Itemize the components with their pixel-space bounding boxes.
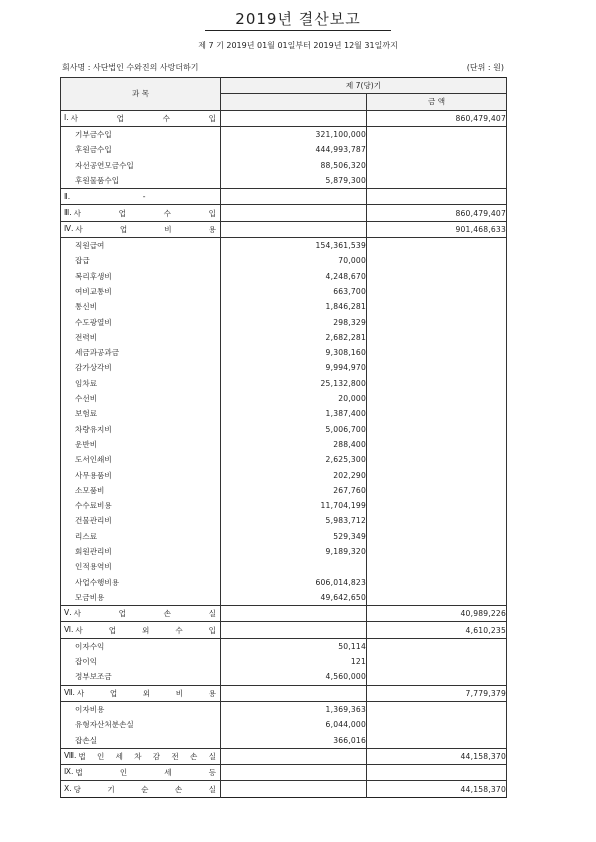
account-name: 리 스 료 — [75, 531, 98, 541]
account-subject — [61, 544, 221, 559]
table-row — [61, 622, 507, 638]
table-row — [61, 575, 507, 590]
table-row — [61, 299, 507, 314]
table-row — [61, 559, 507, 574]
account-subject — [61, 467, 221, 482]
sub-amount — [221, 781, 367, 797]
account-subject — [61, 142, 221, 157]
account-name: 인 적 용 역 비 — [75, 562, 112, 572]
total-amount — [367, 330, 507, 345]
account-subject — [61, 110, 221, 126]
account-subject — [61, 606, 221, 622]
sub-amount: 2,625,300 — [221, 452, 367, 467]
total-amount — [367, 559, 507, 574]
account-subject — [61, 559, 221, 574]
table-row — [61, 717, 507, 732]
account-name: 보 험 료 — [75, 409, 98, 419]
table-row — [61, 732, 507, 748]
sub-amount — [221, 110, 367, 126]
table-row — [61, 269, 507, 284]
account-name: 법 인 세 차 감 전 손 실 — [78, 751, 216, 761]
section-number: Ⅷ. — [64, 750, 77, 760]
table-row — [61, 314, 507, 329]
account-subject — [61, 221, 221, 237]
total-amount — [367, 422, 507, 437]
total-amount — [367, 173, 507, 189]
account-subject — [61, 173, 221, 189]
sub-amount: 25,132,800 — [221, 376, 367, 391]
table-row — [61, 391, 507, 406]
table-row — [61, 529, 507, 544]
sub-amount: 5,879,300 — [221, 173, 367, 189]
account-name: 사 업 외 비 용 — [76, 688, 216, 698]
account-name: - — [142, 192, 146, 202]
total-amount — [367, 142, 507, 157]
sub-amount — [221, 748, 367, 764]
table-row — [61, 422, 507, 437]
account-subject — [61, 590, 221, 606]
account-name: 기 부 금 수 입 — [75, 130, 112, 140]
table-row — [61, 330, 507, 345]
account-name: 건 물 관 리 비 — [75, 516, 112, 526]
total-amount: 860,479,407 — [367, 205, 507, 221]
table-row — [61, 157, 507, 172]
sub-amount — [221, 606, 367, 622]
account-name: 감 가 상 각 비 — [75, 363, 112, 373]
account-name: 세 금 과 공 과 금 — [75, 348, 120, 358]
account-name: 사 업 수 입 — [70, 113, 216, 123]
account-name: 잡 급 — [75, 256, 90, 266]
total-amount — [367, 544, 507, 559]
account-name: 수 수 료 비 용 — [75, 501, 112, 511]
table-row — [61, 654, 507, 669]
account-name: 사 업 수 입 — [73, 208, 216, 218]
account-name: 사 업 수 행 비 용 — [75, 577, 120, 587]
section-number: Ⅵ. — [64, 624, 74, 634]
total-amount — [367, 654, 507, 669]
table-row — [61, 221, 507, 237]
section-number: Ⅴ. — [64, 608, 72, 618]
total-amount — [367, 406, 507, 421]
sub-amount: 202,290 — [221, 467, 367, 482]
account-subject — [61, 299, 221, 314]
table-row — [61, 237, 507, 253]
sub-amount: 9,189,320 — [221, 544, 367, 559]
sub-amount: 2,682,281 — [221, 330, 367, 345]
fiscal-period: 제 7 기 2019년 01월 01일부터 2019년 12월 31일까지 — [198, 41, 398, 50]
sub-amount: 1,387,400 — [221, 406, 367, 421]
account-subject — [61, 284, 221, 299]
account-name: 사 업 손 실 — [73, 609, 216, 619]
total-amount — [367, 575, 507, 590]
sub-amount: 663,700 — [221, 284, 367, 299]
section-number: Ⅳ. — [64, 223, 74, 233]
account-subject — [61, 452, 221, 467]
total-amount — [367, 284, 507, 299]
total-amount — [367, 467, 507, 482]
sub-amount: 49,642,650 — [221, 590, 367, 606]
account-subject — [61, 422, 221, 437]
account-name: 후 원 금 수 입 — [75, 145, 112, 155]
sub-amount: 9,308,160 — [221, 345, 367, 360]
account-subject — [61, 376, 221, 391]
sub-amount: 88,506,320 — [221, 157, 367, 172]
account-subject — [61, 701, 221, 717]
account-name: 전 력 비 — [75, 332, 98, 342]
account-name: 자 선 공 연 모 금 수 입 — [75, 160, 134, 170]
section-number: Ⅶ. — [64, 687, 75, 697]
table-row — [61, 638, 507, 654]
account-subject — [61, 189, 221, 205]
account-subject — [61, 345, 221, 360]
sub-amount: 4,560,000 — [221, 669, 367, 685]
table-row — [61, 452, 507, 467]
account-subject — [61, 330, 221, 345]
section-number: Ⅹ. — [64, 783, 72, 793]
account-name: 법 인 세 등 — [75, 768, 216, 778]
total-amount — [367, 376, 507, 391]
account-name: 통 신 비 — [75, 302, 98, 312]
sub-amount: 154,361,539 — [221, 237, 367, 253]
header-subject: 과 목 — [61, 78, 221, 111]
section-number: Ⅱ. — [64, 192, 71, 202]
table-row — [61, 781, 507, 797]
account-subject — [61, 391, 221, 406]
table-row — [61, 544, 507, 559]
total-amount — [367, 590, 507, 606]
report-title: 2019년 결산보고 — [0, 8, 596, 31]
sub-amount — [221, 221, 367, 237]
sub-amount: 5,006,700 — [221, 422, 367, 437]
account-subject — [61, 732, 221, 748]
total-amount — [367, 765, 507, 781]
total-amount: 40,989,226 — [367, 606, 507, 622]
table-row — [61, 284, 507, 299]
table-row — [61, 406, 507, 421]
account-subject — [61, 781, 221, 797]
account-name: 사 업 비 용 — [75, 224, 216, 234]
account-subject — [61, 483, 221, 498]
total-amount — [367, 391, 507, 406]
account-subject — [61, 575, 221, 590]
total-amount: 4,610,235 — [367, 622, 507, 638]
table-row — [61, 669, 507, 685]
total-amount — [367, 498, 507, 513]
total-amount: 44,158,370 — [367, 748, 507, 764]
table-row — [61, 483, 507, 498]
account-name: 정 부 보 조 금 — [75, 672, 112, 682]
table-row — [61, 142, 507, 157]
sub-amount: 121 — [221, 654, 367, 669]
account-name: 사 무 용 품 비 — [75, 470, 112, 480]
table-row — [61, 110, 507, 126]
account-name: 소 모 품 비 — [75, 485, 105, 495]
total-amount — [367, 345, 507, 360]
sub-amount: 298,329 — [221, 314, 367, 329]
account-subject — [61, 685, 221, 701]
account-name: 잡 손 실 — [75, 735, 98, 745]
table-row — [61, 701, 507, 717]
account-subject — [61, 748, 221, 764]
total-amount — [367, 437, 507, 452]
account-name: 운 반 비 — [75, 439, 98, 449]
account-subject — [61, 126, 221, 142]
sub-amount: 606,014,823 — [221, 575, 367, 590]
sub-amount: 288,400 — [221, 437, 367, 452]
total-amount — [367, 483, 507, 498]
table-row — [61, 467, 507, 482]
currency-unit: (단위 : 원) — [466, 63, 504, 72]
account-subject — [61, 498, 221, 513]
account-subject — [61, 638, 221, 654]
total-amount — [367, 253, 507, 268]
sub-amount: 5,983,712 — [221, 513, 367, 528]
account-subject — [61, 269, 221, 284]
table-row — [61, 345, 507, 360]
header-period: 제 7(당)기 — [221, 78, 507, 94]
account-subject — [61, 437, 221, 452]
sub-amount — [221, 559, 367, 574]
table-row — [61, 748, 507, 764]
account-name: 이 자 수 익 — [75, 641, 105, 651]
sub-amount: 50,114 — [221, 638, 367, 654]
table-row — [61, 253, 507, 268]
account-subject — [61, 513, 221, 528]
account-subject — [61, 237, 221, 253]
total-amount: 44,158,370 — [367, 781, 507, 797]
table-row — [61, 173, 507, 189]
sub-amount: 6,044,000 — [221, 717, 367, 732]
total-amount — [367, 126, 507, 142]
account-subject — [61, 529, 221, 544]
section-number: Ⅸ. — [64, 767, 74, 777]
total-amount — [367, 669, 507, 685]
account-name: 수 도 광 열 비 — [75, 317, 112, 327]
account-subject — [61, 314, 221, 329]
table-row — [61, 513, 507, 528]
sub-amount — [221, 622, 367, 638]
sub-amount: 70,000 — [221, 253, 367, 268]
sub-amount: 444,993,787 — [221, 142, 367, 157]
table-row — [61, 498, 507, 513]
account-subject — [61, 253, 221, 268]
account-name: 도 서 인 쇄 비 — [75, 455, 112, 465]
report-rows — [61, 110, 507, 797]
sub-amount — [221, 189, 367, 205]
account-name: 직 원 급 여 — [75, 241, 105, 251]
sub-amount: 267,760 — [221, 483, 367, 498]
total-amount — [367, 269, 507, 284]
account-name: 임 차 료 — [75, 378, 98, 388]
total-amount — [367, 701, 507, 717]
sub-amount: 9,994,970 — [221, 360, 367, 375]
total-amount — [367, 732, 507, 748]
account-subject — [61, 205, 221, 221]
account-name: 이 자 비 용 — [75, 705, 105, 715]
table-row — [61, 126, 507, 142]
header-amount: 금 액 — [367, 94, 507, 110]
account-subject — [61, 406, 221, 421]
account-subject — [61, 622, 221, 638]
account-name: 후 원 물 품 수 입 — [75, 175, 120, 185]
sub-amount: 11,704,199 — [221, 498, 367, 513]
sub-amount: 20,000 — [221, 391, 367, 406]
account-subject — [61, 360, 221, 375]
table-row — [61, 360, 507, 375]
sub-amount — [221, 765, 367, 781]
account-name: 차 량 유 지 비 — [75, 424, 112, 434]
account-subject — [61, 669, 221, 685]
settlement-table — [60, 77, 507, 798]
total-amount: 901,468,633 — [367, 221, 507, 237]
account-name: 사 업 외 수 입 — [75, 625, 216, 635]
total-amount — [367, 513, 507, 528]
section-number: Ⅰ. — [64, 112, 69, 122]
account-subject — [61, 157, 221, 172]
sub-amount: 4,248,670 — [221, 269, 367, 284]
account-name: 당 기 순 손 실 — [73, 784, 216, 794]
table-row — [61, 205, 507, 221]
total-amount — [367, 360, 507, 375]
total-amount — [367, 299, 507, 314]
total-amount — [367, 717, 507, 732]
account-name: 유 형 자 산 처 분 손 실 — [75, 720, 134, 730]
sub-amount: 1,369,363 — [221, 701, 367, 717]
total-amount — [367, 237, 507, 253]
sub-amount — [221, 205, 367, 221]
sub-amount — [221, 685, 367, 701]
table-row — [61, 606, 507, 622]
table-row — [61, 685, 507, 701]
company-name: 회사명 : 사단법인 수와진의 사랑더하기 — [62, 63, 199, 72]
total-amount — [367, 189, 507, 205]
total-amount — [367, 314, 507, 329]
account-subject — [61, 717, 221, 732]
table-row — [61, 189, 507, 205]
account-name: 복 리 후 생 비 — [75, 271, 112, 281]
section-number: Ⅲ. — [64, 207, 72, 217]
account-name: 회 원 관 리 비 — [75, 547, 112, 557]
total-amount — [367, 638, 507, 654]
sub-amount: 321,100,000 — [221, 126, 367, 142]
account-subject — [61, 654, 221, 669]
sub-amount: 1,846,281 — [221, 299, 367, 314]
account-name: 모 금 비 용 — [75, 592, 105, 602]
total-amount — [367, 529, 507, 544]
total-amount — [367, 452, 507, 467]
sub-amount: 366,016 — [221, 732, 367, 748]
table-row — [61, 376, 507, 391]
account-name: 여 비 교 통 비 — [75, 287, 112, 296]
account-name: 수 선 비 — [75, 394, 98, 404]
total-amount: 7,779,379 — [367, 685, 507, 701]
table-row — [61, 437, 507, 452]
sub-amount: 529,349 — [221, 529, 367, 544]
account-name: 잡 이 익 — [75, 657, 98, 667]
total-amount: 860,479,407 — [367, 110, 507, 126]
account-subject — [61, 765, 221, 781]
table-row — [61, 765, 507, 781]
total-amount — [367, 157, 507, 172]
table-row — [61, 590, 507, 606]
